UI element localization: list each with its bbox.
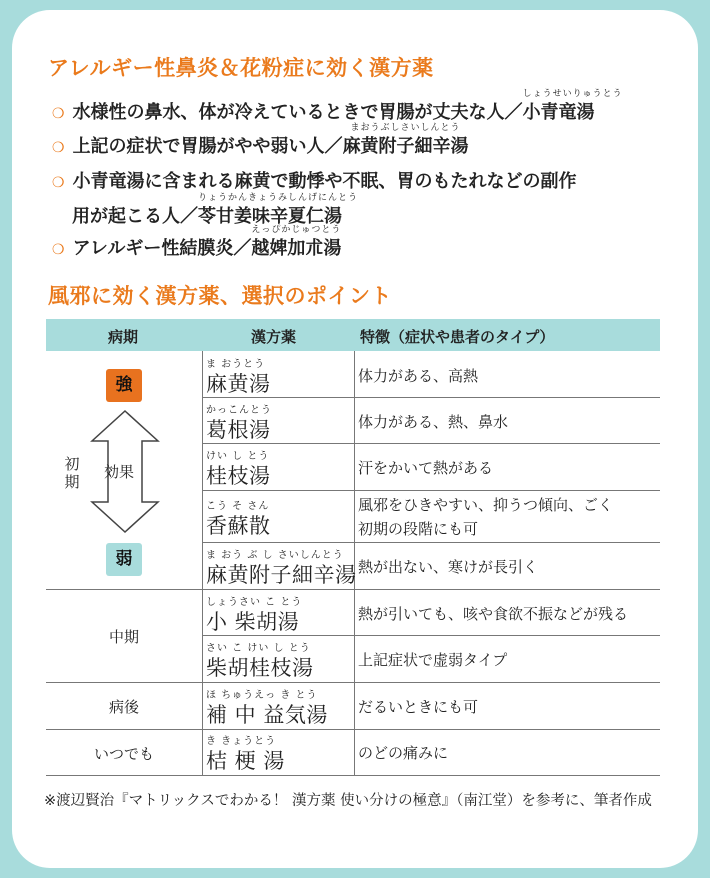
divider [202,490,660,491]
herb-feature: だるいときにも可 [358,698,479,716]
strong-badge: 強 [106,369,142,402]
table-row-herb [206,401,356,444]
herb-feature: 熱が引いても、咳や食欲不振などが残る [358,605,629,623]
herb-ruby: えっぴかじゅつとう [251,225,342,235]
herb-ruby: き きょうとう [206,736,277,747]
divider [202,351,203,776]
after-period-label: 病後 [108,698,139,716]
herb-feature: のどの痛みに [358,744,449,762]
table-row-herb [206,686,356,729]
herb-name: 麻黄附子細辛湯 [342,136,469,157]
herb-feature: 体力がある、熱、鼻水 [358,413,509,431]
remedy-herb [342,123,469,158]
remedy-condition: 用が起こる人／ [72,206,198,227]
herb-feature: 熱が出ない、寒けが長引く [358,558,539,576]
herb-feature [358,493,613,541]
herb-ruby: かっこんとう [206,405,272,416]
remedy-condition: 水様性の鼻水、体が冷えているときで胃腸が丈夫な人／ [72,102,523,123]
header-feature: 特徴（症状や患者のタイプ） [360,328,555,346]
herb-name: 香蘇散 [206,514,271,538]
bullet-icon: ❍ [52,242,65,258]
table-row-herb [206,546,356,589]
herb-feature: 体力がある、高熱 [358,367,479,385]
remedy-item-1 [52,89,623,124]
herb-name: 葛根湯 [206,418,271,442]
middle-period-label: 中期 [108,628,139,646]
remedy-condition: 小青竜湯に含まれる麻黄で動悸や不眠、胃のもたれなどの副作 [72,171,577,192]
divider [46,775,660,776]
herb-name: 麻黄湯 [206,372,271,396]
table-row-herb [206,355,356,398]
herb-name: 桔 梗 湯 [206,749,285,773]
header-herb: 漢方薬 [251,328,297,346]
remedy-condition: アレルギー性結膜炎／ [72,238,252,259]
bullet-icon: ❍ [52,106,65,122]
anytime-period-label: いつでも [93,745,154,763]
divider [46,589,660,590]
remedy-item-2 [52,123,469,158]
remedy-herb [251,225,342,260]
herb-ruby: りょうかんきょうみしんげにんとう [198,193,359,203]
herb-ruby: ほ ちゅうえっ き とう [206,690,318,701]
herb-feature-line: 初期の段階にも可 [358,520,479,538]
cold-section-title: 風邪に効く漢方薬、選択のポイント [48,284,392,308]
herb-name: 越婢加朮湯 [251,238,342,259]
bullet-icon: ❍ [52,175,65,191]
footnote: ※渡辺賢治『マトリックスでわかる！ 漢方薬 使い分けの極意』（南江堂）を参考に、筆者作成 [44,793,652,809]
divider [202,542,660,543]
table-row-herb [206,593,356,636]
table-row-herb [206,732,356,775]
herb-name: 補 中 益気湯 [206,703,328,727]
herb-name: 麻黄附子細辛湯 [206,563,357,587]
herb-ruby: ま おう ぶ し さいしんとう [206,550,344,561]
herb-ruby: しょうさい こ とう [206,597,303,608]
table-row-herb [206,447,356,490]
herb-ruby: まおうぶしさいしんとう [350,123,461,133]
bullet-icon: ❍ [52,140,65,156]
table-row-herb [206,497,356,540]
herb-name: 柴胡桂枝湯 [206,656,314,680]
herb-ruby: こう そ さん [206,501,270,512]
remedy-herb [522,89,623,124]
table-header [46,319,660,351]
herb-ruby: けい し とう [206,451,270,462]
divider [46,729,660,730]
divider [46,682,660,683]
early-period-label: 初期 [64,455,80,491]
herb-name: 桂枝湯 [206,464,271,488]
remedy-item-4 [52,225,342,260]
herb-name: 小 柴胡湯 [206,610,300,634]
herb-name: 小青竜湯 [522,102,595,123]
herb-ruby: さい こ けい し とう [206,643,311,654]
herb-feature-line: 風邪をひきやすい、抑うつ傾向、ごく [358,496,614,514]
remedy-condition: 上記の症状で胃腸がやや弱い人／ [72,136,343,157]
herb-feature: 汗をかいて熱がある [358,459,494,477]
table-row-herb [206,639,356,682]
herb-ruby: しょうせいりゅうとう [522,89,623,99]
effect-label: 効果 [104,463,135,481]
herb-feature: 上記症状で虚弱タイプ [358,651,508,669]
header-period: 病期 [108,328,139,346]
allergy-section-title: アレルギー性鼻炎＆花粉症に効く漢方薬 [48,56,434,80]
herb-name: 苓甘姜味辛夏仁湯 [198,206,342,227]
herb-ruby: ま おうとう [206,359,266,370]
weak-badge: 弱 [106,543,142,576]
